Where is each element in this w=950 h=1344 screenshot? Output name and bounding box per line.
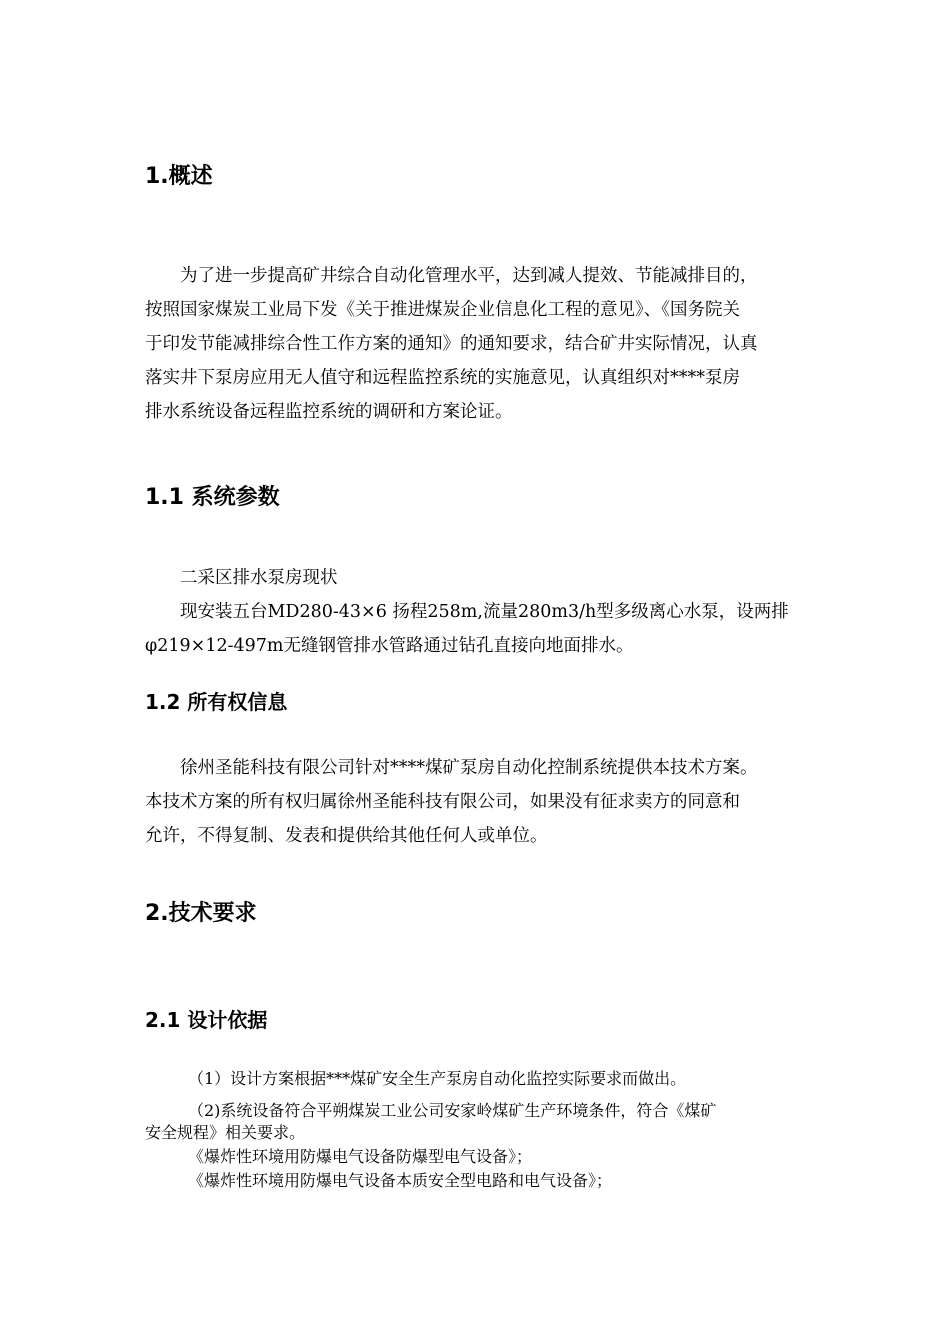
heading-1-overview: 1.概述 bbox=[145, 164, 213, 189]
paragraph-line: 安全规程》相关要求。 bbox=[145, 1123, 306, 1142]
heading-2-1-design-basis: 2.1 设计依据 bbox=[145, 1008, 268, 1032]
paragraph-line: φ219×12-497m无缝钢管排水管路通过钻孔直接向地面排水。 bbox=[145, 636, 634, 656]
paragraph-line: 现安装五台MD280-43×6 扬程258m,流量280m3/h型多级离心水泵，设两排 bbox=[180, 602, 789, 622]
paragraph-line: 按照国家煤炭工业局下发《关于推进煤炭企业信息化工程的意见》、《国务院关 bbox=[145, 300, 740, 320]
heading-1-1-system-parameters: 1.1 系统参数 bbox=[145, 485, 280, 510]
paragraph-line: 于印发节能减排综合性工作方案的通知》的通知要求，结合矿井实际情况，认真 bbox=[145, 334, 758, 354]
paragraph-overview bbox=[145, 259, 825, 429]
paragraph-line: 为了进一步提高矿井综合自动化管理水平，达到减人提效、节能减排目的， bbox=[180, 266, 758, 286]
paragraph-line: 排水系统设备远程监控系统的调研和方案论证。 bbox=[145, 402, 513, 422]
paragraph-line: 二采区排水泵房现状 bbox=[180, 568, 338, 588]
paragraph-design-basis bbox=[145, 1068, 825, 1192]
paragraph-line: 本技术方案的所有权归属徐州圣能科技有限公司，如果没有征求卖方的同意和 bbox=[145, 792, 740, 812]
paragraph-line: 允许，不得复制、发表和提供给其他任何人或单位。 bbox=[145, 826, 548, 846]
paragraph-line: 落实井下泵房应用无人值守和远程监控系统的实施意见，认真组织对****泵房 bbox=[145, 368, 740, 388]
paragraph-line: （2)系统设备符合平朔煤炭工业公司安家岭煤矿生产环境条件，符合《煤矿 bbox=[188, 1101, 717, 1120]
heading-2-technical-requirements: 2.技术要求 bbox=[145, 901, 257, 926]
paragraph-line: 《爆炸性环境用防爆电气设备本质安全型电路和电气设备》； bbox=[188, 1171, 613, 1190]
paragraph-line: 徐州圣能科技有限公司针对****煤矿泵房自动化控制系统提供本技术方案。 bbox=[180, 758, 758, 778]
paragraph-line: （1）设计方案根据***煤矿安全生产泵房自动化监控实际要求而做出。 bbox=[188, 1069, 687, 1088]
heading-1-2-ownership: 1.2 所有权信息 bbox=[145, 690, 288, 714]
paragraph-ownership bbox=[145, 751, 825, 853]
paragraph-line: 《爆炸性环境用防爆电气设备防爆型电气设备》； bbox=[188, 1147, 533, 1166]
paragraph-system-parameters bbox=[145, 561, 825, 663]
